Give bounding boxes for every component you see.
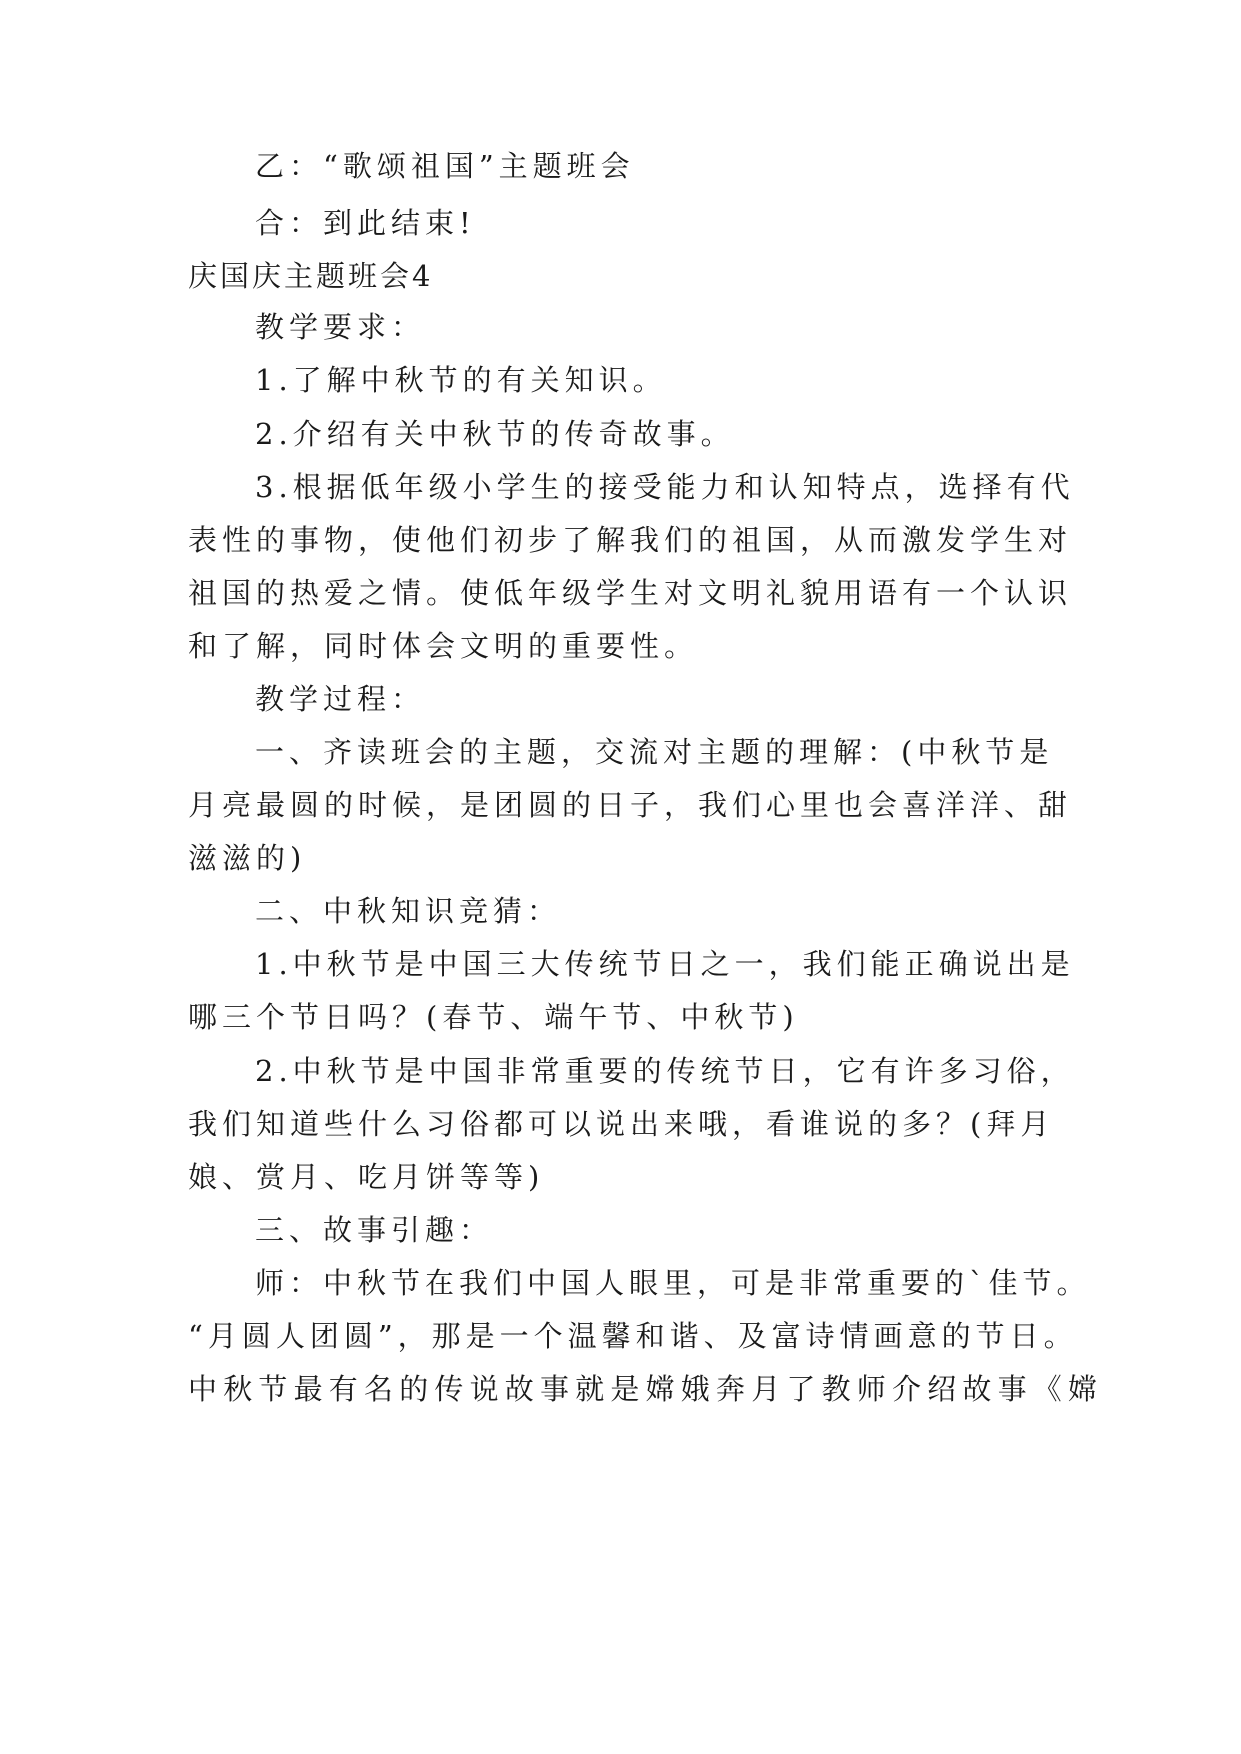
text-line: 滋滋的)	[188, 841, 307, 875]
text-line: 3.根据低年级小学生的接受能力和认知特点，选择有代	[255, 470, 1075, 504]
text-line: 哪三个节日吗？(春节、端午节、中秋节)	[188, 1000, 799, 1034]
text-line: 1.中秋节是中国三大传统节日之一，我们能正确说出是	[255, 947, 1075, 981]
text-line: 祖国的热爱之情。使低年级学生对文明礼貌用语有一个认识	[188, 576, 1073, 610]
text-line: 我们知道些什么习俗都可以说出来哦，看谁说的多？(拜月	[188, 1107, 1055, 1141]
section-title: 庆国庆主题班会4	[188, 259, 434, 293]
text-line: 2.介绍有关中秋节的传奇故事。	[255, 417, 735, 451]
text-line: 教学过程：	[255, 682, 426, 716]
text-line: 乙：“歌颂祖国”主题班会	[255, 149, 635, 183]
text-line: “月圆人团圆”，那是一个温馨和谐、及富诗情画意的节日。	[188, 1319, 1078, 1353]
text-line: 2.中秋节是中国非常重要的传统节日，它有许多习俗，	[255, 1054, 1075, 1088]
text-line: 师：中秋节在我们中国人眼里，可是非常重要的`佳节。	[255, 1266, 1091, 1300]
text-line: 月亮最圆的时候，是团圆的日子，我们心里也会喜洋洋、甜	[188, 788, 1073, 822]
text-line: 二、中秋知识竞猜：	[255, 894, 562, 928]
text-line: 三、故事引趣：	[255, 1213, 494, 1247]
text-line: 中秋节最有名的传说故事就是嫦娥奔月了教师介绍故事《嫦	[188, 1372, 1104, 1406]
text-line: 1.了解中秋节的有关知识。	[255, 363, 667, 397]
text-line: 一、齐读班会的主题，交流对主题的理解：(中秋节是	[255, 735, 1054, 769]
text-line: 合：到此结束!	[255, 206, 476, 240]
text-line: 娘、赏月、吃月饼等等)	[188, 1160, 545, 1194]
text-line: 和了解，同时体会文明的重要性。	[188, 629, 699, 663]
text-line: 教学要求：	[255, 310, 426, 344]
text-line: 表性的事物，使他们初步了解我们的祖国，从而激发学生对	[188, 523, 1073, 557]
